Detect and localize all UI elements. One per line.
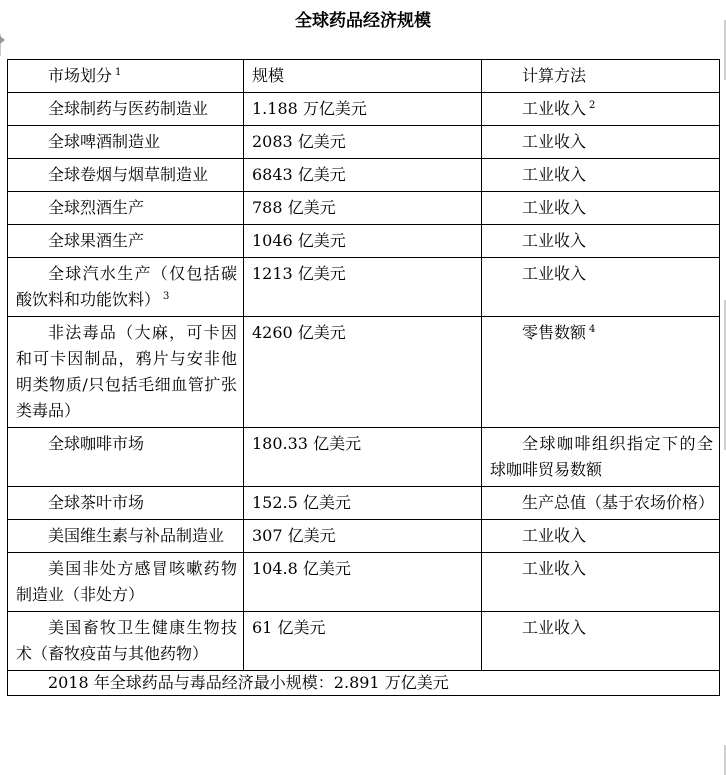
footnote-marker: 1: [115, 66, 122, 78]
method-cell: 工业收入: [482, 258, 720, 317]
table-row: [8, 553, 720, 612]
method-cell: 零售数额 $^4$: [482, 317, 720, 428]
market-cell: 美国非处方感冒咳嗽药物制造业（非处方）: [8, 553, 244, 612]
scale-cell: 1046 亿美元: [244, 225, 482, 258]
method-cell: 工业收入: [482, 553, 720, 612]
summary-row: [8, 671, 720, 696]
method-cell: 工业收入: [482, 159, 720, 192]
market-cell: 全球卷烟与烟草制造业: [8, 159, 244, 192]
footnote-marker: 3: [163, 290, 170, 302]
method-cell: 工业收入: [482, 520, 720, 553]
scale-cell: 104.8 亿美元: [244, 553, 482, 612]
margin-arrow-icon: [0, 36, 5, 44]
method-cell: 工业收入: [482, 192, 720, 225]
scale-cell: 180.33 亿美元: [244, 428, 482, 487]
market-cell: 全球茶叶市场: [8, 487, 244, 520]
table-row: [8, 520, 720, 553]
table-row: [8, 159, 720, 192]
table-row: [8, 428, 720, 487]
scale-cell: 1.188 万亿美元: [244, 93, 482, 126]
table-header-row: [8, 60, 720, 93]
footnote-marker: 2: [589, 99, 596, 111]
market-cell: 全球烈酒生产: [8, 192, 244, 225]
table-row: [8, 93, 720, 126]
market-cell: 美国维生素与补品制造业: [8, 520, 244, 553]
method-cell: 工业收入: [482, 126, 720, 159]
market-cell: 全球汽水生产（仅包括碳酸饮料和功能饮料） $^3$: [8, 258, 244, 317]
scale-cell: 4260 亿美元: [244, 317, 482, 428]
summary-text: 2018 年全球药品与毒品经济最小规模：2.891 万亿美元: [8, 671, 720, 696]
header-market: 市场划分 $^1$: [8, 60, 244, 93]
scale-cell: 6843 亿美元: [244, 159, 482, 192]
scale-cell: 788 亿美元: [244, 192, 482, 225]
market-cell: 非法毒品（大麻，可卡因和可卡因制品，鸦片与安非他明类物质/只包括毛细血管扩张类毒品）: [8, 317, 244, 428]
market-cell: 全球果酒生产: [8, 225, 244, 258]
method-cell: 工业收入: [482, 612, 720, 671]
table-row: [8, 258, 720, 317]
table-row: [8, 225, 720, 258]
market-cell: 全球咖啡市场: [8, 428, 244, 487]
table-row: [8, 317, 720, 428]
scale-cell: 1213 亿美元: [244, 258, 482, 317]
table-row: [8, 192, 720, 225]
market-cell: 全球制药与医药制造业: [8, 93, 244, 126]
footnote-marker: 4: [589, 323, 596, 335]
method-cell: 全球咖啡组织指定下的全球咖啡贸易数额: [482, 428, 720, 487]
method-cell: 生产总值（基于农场价格）: [482, 487, 720, 520]
page-title: 全球药品经济规模: [295, 11, 431, 31]
scale-cell: 61 亿美元: [244, 612, 482, 671]
method-cell: 工业收入 $^2$: [482, 93, 720, 126]
table-row: [8, 487, 720, 520]
scale-cell: 307 亿美元: [244, 520, 482, 553]
scale-cell: 2083 亿美元: [244, 126, 482, 159]
header-method: 计算方法: [482, 60, 720, 93]
table-row: [8, 126, 720, 159]
market-cell: 全球啤酒制造业: [8, 126, 244, 159]
market-scale-table: [7, 59, 720, 696]
market-cell: 美国畜牧卫生健康生物技术（畜牧疫苗与其他药物）: [8, 612, 244, 671]
scale-cell: 152.5 亿美元: [244, 487, 482, 520]
table-row: [8, 612, 720, 671]
header-scale: 规模: [244, 60, 482, 93]
method-cell: 工业收入: [482, 225, 720, 258]
